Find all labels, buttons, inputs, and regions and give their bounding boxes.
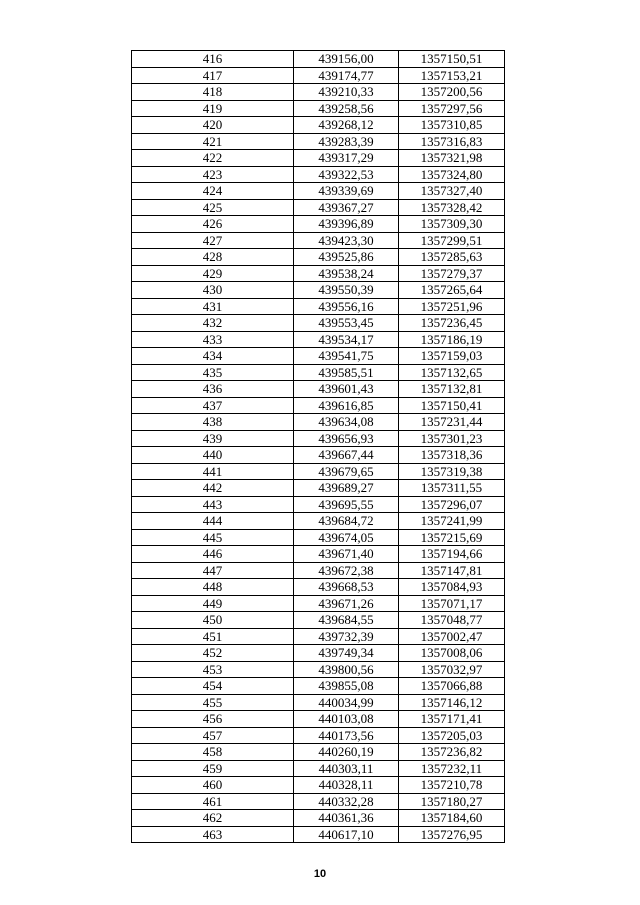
y-coordinate-cell: 1357311,55: [399, 480, 505, 497]
point-number-cell: 425: [132, 199, 294, 216]
x-coordinate-cell: 439667,44: [294, 447, 399, 464]
point-number-cell: 439: [132, 430, 294, 447]
point-number-cell: 436: [132, 381, 294, 398]
table-row: [132, 249, 505, 266]
point-number-cell: 420: [132, 117, 294, 134]
table-row: [132, 430, 505, 447]
y-coordinate-cell: 1357184,60: [399, 810, 505, 827]
y-coordinate-cell: 1357180,27: [399, 793, 505, 810]
table-row: [132, 150, 505, 167]
y-coordinate-cell: 1357236,45: [399, 315, 505, 332]
point-number-cell: 435: [132, 364, 294, 381]
point-number-cell: 457: [132, 727, 294, 744]
x-coordinate-cell: 439541,75: [294, 348, 399, 365]
table-row: [132, 51, 505, 68]
x-coordinate-cell: 439800,56: [294, 661, 399, 678]
x-coordinate-cell: 439317,29: [294, 150, 399, 167]
x-coordinate-cell: 439396,89: [294, 216, 399, 233]
table-row: [132, 232, 505, 249]
table-row: [132, 760, 505, 777]
table-row: [132, 810, 505, 827]
x-coordinate-cell: 439671,26: [294, 595, 399, 612]
table-row: [132, 579, 505, 596]
y-coordinate-cell: 1357324,80: [399, 166, 505, 183]
y-coordinate-cell: 1357205,03: [399, 727, 505, 744]
y-coordinate-cell: 1357299,51: [399, 232, 505, 249]
coordinates-table: [131, 50, 505, 843]
table-row: [132, 612, 505, 629]
y-coordinate-cell: 1357210,78: [399, 777, 505, 794]
table-row: [132, 447, 505, 464]
y-coordinate-cell: 1357285,63: [399, 249, 505, 266]
table-row: [132, 826, 505, 843]
table-row: [132, 711, 505, 728]
point-number-cell: 449: [132, 595, 294, 612]
y-coordinate-cell: 1357132,65: [399, 364, 505, 381]
x-coordinate-cell: 440103,08: [294, 711, 399, 728]
x-coordinate-cell: 439668,53: [294, 579, 399, 596]
point-number-cell: 418: [132, 84, 294, 101]
y-coordinate-cell: 1357132,81: [399, 381, 505, 398]
y-coordinate-cell: 1357171,41: [399, 711, 505, 728]
x-coordinate-cell: 439553,45: [294, 315, 399, 332]
table-row: [132, 298, 505, 315]
point-number-cell: 451: [132, 628, 294, 645]
y-coordinate-cell: 1357309,30: [399, 216, 505, 233]
y-coordinate-cell: 1357215,69: [399, 529, 505, 546]
point-number-cell: 462: [132, 810, 294, 827]
point-number-cell: 431: [132, 298, 294, 315]
table-row: [132, 562, 505, 579]
y-coordinate-cell: 1357310,85: [399, 117, 505, 134]
x-coordinate-cell: 439671,40: [294, 546, 399, 563]
point-number-cell: 426: [132, 216, 294, 233]
y-coordinate-cell: 1357316,83: [399, 133, 505, 150]
table-row: [132, 513, 505, 530]
point-number-cell: 433: [132, 331, 294, 348]
y-coordinate-cell: 1357328,42: [399, 199, 505, 216]
point-number-cell: 455: [132, 694, 294, 711]
point-number-cell: 452: [132, 645, 294, 662]
point-number-cell: 422: [132, 150, 294, 167]
point-number-cell: 448: [132, 579, 294, 596]
x-coordinate-cell: 439634,08: [294, 414, 399, 431]
x-coordinate-cell: 439534,17: [294, 331, 399, 348]
x-coordinate-cell: 439525,86: [294, 249, 399, 266]
point-number-cell: 459: [132, 760, 294, 777]
x-coordinate-cell: 440173,56: [294, 727, 399, 744]
table-row: [132, 348, 505, 365]
x-coordinate-cell: 439339,69: [294, 183, 399, 200]
table-row: [132, 628, 505, 645]
y-coordinate-cell: 1357241,99: [399, 513, 505, 530]
y-coordinate-cell: 1357150,41: [399, 397, 505, 414]
point-number-cell: 441: [132, 463, 294, 480]
point-number-cell: 440: [132, 447, 294, 464]
y-coordinate-cell: 1357301,23: [399, 430, 505, 447]
point-number-cell: 421: [132, 133, 294, 150]
table-row: [132, 595, 505, 612]
y-coordinate-cell: 1357279,37: [399, 265, 505, 282]
point-number-cell: 445: [132, 529, 294, 546]
y-coordinate-cell: 1357032,97: [399, 661, 505, 678]
table-row: [132, 117, 505, 134]
table-row: [132, 727, 505, 744]
y-coordinate-cell: 1357194,66: [399, 546, 505, 563]
y-coordinate-cell: 1357153,21: [399, 67, 505, 84]
x-coordinate-cell: 439556,16: [294, 298, 399, 315]
table-row: [132, 331, 505, 348]
x-coordinate-cell: 439258,56: [294, 100, 399, 117]
table-row: [132, 480, 505, 497]
point-number-cell: 447: [132, 562, 294, 579]
point-number-cell: 434: [132, 348, 294, 365]
point-number-cell: 454: [132, 678, 294, 695]
y-coordinate-cell: 1357236,82: [399, 744, 505, 761]
point-number-cell: 424: [132, 183, 294, 200]
y-coordinate-cell: 1357159,03: [399, 348, 505, 365]
y-coordinate-cell: 1357084,93: [399, 579, 505, 596]
table-row: [132, 381, 505, 398]
table-row: [132, 678, 505, 695]
table-row: [132, 777, 505, 794]
point-number-cell: 419: [132, 100, 294, 117]
point-number-cell: 460: [132, 777, 294, 794]
point-number-cell: 432: [132, 315, 294, 332]
table-row: [132, 463, 505, 480]
y-coordinate-cell: 1357297,56: [399, 100, 505, 117]
point-number-cell: 423: [132, 166, 294, 183]
x-coordinate-cell: 439672,38: [294, 562, 399, 579]
table-row: [132, 315, 505, 332]
point-number-cell: 456: [132, 711, 294, 728]
point-number-cell: 428: [132, 249, 294, 266]
y-coordinate-cell: 1357150,51: [399, 51, 505, 68]
y-coordinate-cell: 1357002,47: [399, 628, 505, 645]
point-number-cell: 438: [132, 414, 294, 431]
point-number-cell: 463: [132, 826, 294, 843]
y-coordinate-cell: 1357186,19: [399, 331, 505, 348]
point-number-cell: 427: [132, 232, 294, 249]
x-coordinate-cell: 439268,12: [294, 117, 399, 134]
x-coordinate-cell: 439585,51: [294, 364, 399, 381]
table-row: [132, 529, 505, 546]
x-coordinate-cell: 439210,33: [294, 84, 399, 101]
x-coordinate-cell: 439684,55: [294, 612, 399, 629]
x-coordinate-cell: 439855,08: [294, 678, 399, 695]
y-coordinate-cell: 1357319,38: [399, 463, 505, 480]
y-coordinate-cell: 1357265,64: [399, 282, 505, 299]
x-coordinate-cell: 439156,00: [294, 51, 399, 68]
x-coordinate-cell: 440328,11: [294, 777, 399, 794]
page-number: 10: [313, 868, 327, 880]
y-coordinate-cell: 1357232,11: [399, 760, 505, 777]
coordinates-table-body: [132, 51, 505, 843]
x-coordinate-cell: 439367,27: [294, 199, 399, 216]
table-row: [132, 414, 505, 431]
table-row: [132, 100, 505, 117]
table-row: [132, 282, 505, 299]
x-coordinate-cell: 439749,34: [294, 645, 399, 662]
x-coordinate-cell: 439616,85: [294, 397, 399, 414]
x-coordinate-cell: 439601,43: [294, 381, 399, 398]
x-coordinate-cell: 439423,30: [294, 232, 399, 249]
table-row: [132, 216, 505, 233]
x-coordinate-cell: 439684,72: [294, 513, 399, 530]
table-row: [132, 199, 505, 216]
point-number-cell: 429: [132, 265, 294, 282]
x-coordinate-cell: 440617,10: [294, 826, 399, 843]
table-row: [132, 496, 505, 513]
table-row: [132, 546, 505, 563]
table-row: [132, 84, 505, 101]
table-row: [132, 744, 505, 761]
table-row: [132, 793, 505, 810]
x-coordinate-cell: 439656,93: [294, 430, 399, 447]
point-number-cell: 416: [132, 51, 294, 68]
y-coordinate-cell: 1357071,17: [399, 595, 505, 612]
y-coordinate-cell: 1357296,07: [399, 496, 505, 513]
x-coordinate-cell: 439538,24: [294, 265, 399, 282]
point-number-cell: 430: [132, 282, 294, 299]
x-coordinate-cell: 440260,19: [294, 744, 399, 761]
y-coordinate-cell: 1357231,44: [399, 414, 505, 431]
x-coordinate-cell: 439283,39: [294, 133, 399, 150]
y-coordinate-cell: 1357200,56: [399, 84, 505, 101]
point-number-cell: 446: [132, 546, 294, 563]
y-coordinate-cell: 1357146,12: [399, 694, 505, 711]
point-number-cell: 417: [132, 67, 294, 84]
table-row: [132, 661, 505, 678]
point-number-cell: 461: [132, 793, 294, 810]
table-row: [132, 694, 505, 711]
x-coordinate-cell: 439322,53: [294, 166, 399, 183]
x-coordinate-cell: 439689,27: [294, 480, 399, 497]
x-coordinate-cell: 439674,05: [294, 529, 399, 546]
y-coordinate-cell: 1357327,40: [399, 183, 505, 200]
x-coordinate-cell: 440034,99: [294, 694, 399, 711]
x-coordinate-cell: 439550,39: [294, 282, 399, 299]
table-row: [132, 397, 505, 414]
point-number-cell: 458: [132, 744, 294, 761]
table-row: [132, 67, 505, 84]
point-number-cell: 443: [132, 496, 294, 513]
x-coordinate-cell: 439174,77: [294, 67, 399, 84]
point-number-cell: 450: [132, 612, 294, 629]
table-row: [132, 133, 505, 150]
table-row: [132, 645, 505, 662]
y-coordinate-cell: 1357008,06: [399, 645, 505, 662]
point-number-cell: 437: [132, 397, 294, 414]
x-coordinate-cell: 439679,65: [294, 463, 399, 480]
x-coordinate-cell: 439695,55: [294, 496, 399, 513]
y-coordinate-cell: 1357147,81: [399, 562, 505, 579]
x-coordinate-cell: 440303,11: [294, 760, 399, 777]
table-row: [132, 364, 505, 381]
y-coordinate-cell: 1357321,98: [399, 150, 505, 167]
x-coordinate-cell: 439732,39: [294, 628, 399, 645]
x-coordinate-cell: 440332,28: [294, 793, 399, 810]
table-row: [132, 265, 505, 282]
y-coordinate-cell: 1357066,88: [399, 678, 505, 695]
y-coordinate-cell: 1357251,96: [399, 298, 505, 315]
point-number-cell: 453: [132, 661, 294, 678]
y-coordinate-cell: 1357048,77: [399, 612, 505, 629]
x-coordinate-cell: 440361,36: [294, 810, 399, 827]
y-coordinate-cell: 1357276,95: [399, 826, 505, 843]
y-coordinate-cell: 1357318,36: [399, 447, 505, 464]
point-number-cell: 444: [132, 513, 294, 530]
table-row: [132, 166, 505, 183]
point-number-cell: 442: [132, 480, 294, 497]
table-row: [132, 183, 505, 200]
